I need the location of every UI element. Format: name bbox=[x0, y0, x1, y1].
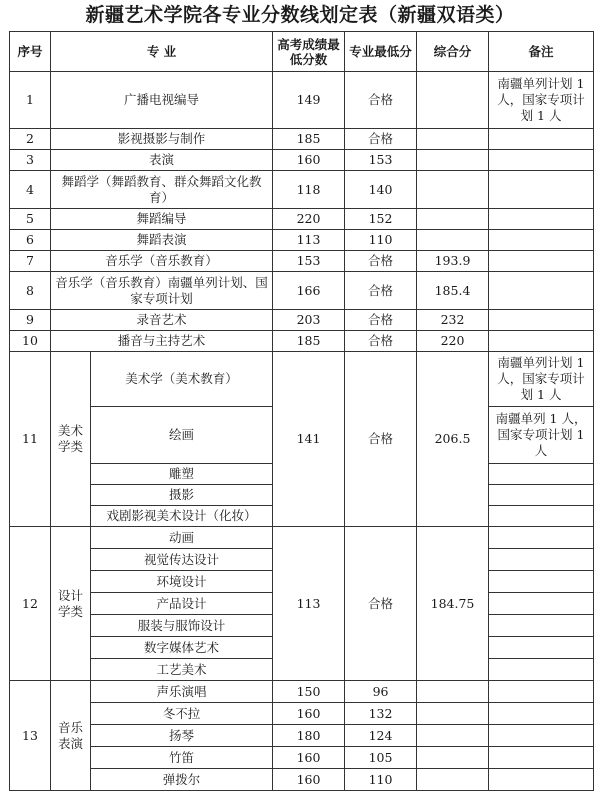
major-cell: 视觉传达设计 bbox=[91, 549, 273, 571]
note-cell bbox=[489, 129, 594, 150]
note-cell bbox=[489, 681, 594, 703]
note-cell bbox=[489, 464, 594, 485]
pro-cell: 合格 bbox=[345, 72, 417, 129]
table-row bbox=[10, 150, 594, 171]
total-cell: 206.5 bbox=[417, 352, 489, 527]
note-cell: 南疆单列计划 1 人，国家专项计划 1 人 bbox=[489, 352, 594, 407]
total-cell bbox=[417, 230, 489, 251]
note-cell bbox=[489, 331, 594, 352]
note-cell: 南疆单列 1 人，国家专项计划 1 人 bbox=[489, 407, 594, 464]
major-cell: 音乐学（音乐教育）南疆单列计划、国家专项计划 bbox=[51, 272, 273, 310]
seq-cell: 10 bbox=[10, 331, 51, 352]
total-cell bbox=[417, 703, 489, 725]
category-cell: 美术学类 bbox=[51, 352, 91, 527]
pro-cell: 105 bbox=[345, 747, 417, 769]
seq-cell: 4 bbox=[10, 171, 51, 209]
major-cell: 数字媒体艺术 bbox=[91, 637, 273, 659]
category-cell: 设计学类 bbox=[51, 527, 91, 681]
total-cell bbox=[417, 72, 489, 129]
table-row bbox=[10, 331, 594, 352]
pro-cell: 110 bbox=[345, 230, 417, 251]
total-cell bbox=[417, 769, 489, 791]
seq-cell: 5 bbox=[10, 209, 51, 230]
seq-cell: 8 bbox=[10, 272, 51, 310]
table-row bbox=[10, 310, 594, 331]
page-title: 新疆艺术学院各专业分数线划定表（新疆双语类） bbox=[85, 4, 515, 26]
major-cell: 表演 bbox=[51, 150, 273, 171]
major-cell: 广播电视编导 bbox=[51, 72, 273, 129]
seq-cell: 3 bbox=[10, 150, 51, 171]
gaokao-cell: 180 bbox=[273, 725, 345, 747]
major-cell: 扬琴 bbox=[91, 725, 273, 747]
major-cell: 播音与主持艺术 bbox=[51, 331, 273, 352]
total-cell bbox=[417, 171, 489, 209]
table-row bbox=[10, 171, 594, 209]
gaokao-cell: 160 bbox=[273, 769, 345, 791]
gaokao-cell: 149 bbox=[273, 72, 345, 129]
note-cell bbox=[489, 769, 594, 791]
table-row bbox=[10, 527, 594, 549]
pro-cell: 132 bbox=[345, 703, 417, 725]
pro-cell: 合格 bbox=[345, 272, 417, 310]
total-cell: 193.9 bbox=[417, 251, 489, 272]
note-cell bbox=[489, 171, 594, 209]
note-cell bbox=[489, 506, 594, 527]
seq-cell: 12 bbox=[10, 527, 51, 681]
gaokao-cell: 220 bbox=[273, 209, 345, 230]
major-cell: 环境设计 bbox=[91, 571, 273, 593]
pro-cell: 124 bbox=[345, 725, 417, 747]
major-cell: 工艺美术 bbox=[91, 659, 273, 681]
note-cell bbox=[489, 659, 594, 681]
gaokao-cell: 185 bbox=[273, 331, 345, 352]
header-gaokao: 高考成绩最低分数 bbox=[273, 32, 345, 72]
major-cell: 冬不拉 bbox=[91, 703, 273, 725]
major-cell: 声乐演唱 bbox=[91, 681, 273, 703]
seq-cell: 11 bbox=[10, 352, 51, 527]
note-cell bbox=[489, 230, 594, 251]
pro-cell: 合格 bbox=[345, 129, 417, 150]
total-cell bbox=[417, 129, 489, 150]
gaokao-cell: 153 bbox=[273, 251, 345, 272]
gaokao-cell: 118 bbox=[273, 171, 345, 209]
pro-cell: 合格 bbox=[345, 310, 417, 331]
table-row bbox=[10, 681, 594, 703]
gaokao-cell: 160 bbox=[273, 703, 345, 725]
header-note: 备注 bbox=[489, 32, 594, 72]
table-row bbox=[10, 209, 594, 230]
gaokao-cell: 166 bbox=[273, 272, 345, 310]
note-cell bbox=[489, 549, 594, 571]
major-cell: 服装与服饰设计 bbox=[91, 615, 273, 637]
note-cell bbox=[489, 272, 594, 310]
major-cell: 竹笛 bbox=[91, 747, 273, 769]
gaokao-cell: 203 bbox=[273, 310, 345, 331]
major-cell: 绘画 bbox=[91, 407, 273, 464]
gaokao-cell: 185 bbox=[273, 129, 345, 150]
category-cell: 音乐表演 bbox=[51, 681, 91, 791]
score-table bbox=[9, 31, 594, 791]
table-row bbox=[10, 272, 594, 310]
major-cell: 弹拨尔 bbox=[91, 769, 273, 791]
seq-cell: 1 bbox=[10, 72, 51, 129]
seq-cell: 7 bbox=[10, 251, 51, 272]
table-row bbox=[10, 703, 594, 725]
seq-cell: 6 bbox=[10, 230, 51, 251]
pro-cell: 140 bbox=[345, 171, 417, 209]
pro-cell: 110 bbox=[345, 769, 417, 791]
pro-cell: 合格 bbox=[345, 331, 417, 352]
note-cell bbox=[489, 725, 594, 747]
major-cell: 摄影 bbox=[91, 485, 273, 506]
pro-cell: 152 bbox=[345, 209, 417, 230]
major-cell: 舞蹈编导 bbox=[51, 209, 273, 230]
major-cell: 舞蹈表演 bbox=[51, 230, 273, 251]
header-total: 综合分 bbox=[417, 32, 489, 72]
header-seq: 序号 bbox=[10, 32, 51, 72]
note-cell bbox=[489, 251, 594, 272]
note-cell bbox=[489, 593, 594, 615]
seq-cell: 13 bbox=[10, 681, 51, 791]
major-cell: 雕塑 bbox=[91, 464, 273, 485]
gaokao-cell: 113 bbox=[273, 230, 345, 251]
note-cell bbox=[489, 150, 594, 171]
table-row bbox=[10, 352, 594, 407]
total-cell: 185.4 bbox=[417, 272, 489, 310]
major-cell: 产品设计 bbox=[91, 593, 273, 615]
table-row bbox=[10, 129, 594, 150]
major-cell: 影视摄影与制作 bbox=[51, 129, 273, 150]
gaokao-cell: 160 bbox=[273, 150, 345, 171]
table-row bbox=[10, 769, 594, 791]
major-cell: 动画 bbox=[91, 527, 273, 549]
pro-cell: 合格 bbox=[345, 527, 417, 681]
note-cell bbox=[489, 637, 594, 659]
major-cell: 戏剧影视美术设计（化妆） bbox=[91, 506, 273, 527]
table-row bbox=[10, 747, 594, 769]
pro-cell: 合格 bbox=[345, 251, 417, 272]
gaokao-cell: 150 bbox=[273, 681, 345, 703]
major-cell: 音乐学（音乐教育） bbox=[51, 251, 273, 272]
major-cell: 舞蹈学（舞蹈教育、群众舞蹈文化教育） bbox=[51, 171, 273, 209]
total-cell: 232 bbox=[417, 310, 489, 331]
header-pro: 专业最低分 bbox=[345, 32, 417, 72]
total-cell: 220 bbox=[417, 331, 489, 352]
note-cell bbox=[489, 615, 594, 637]
pro-cell: 96 bbox=[345, 681, 417, 703]
gaokao-cell: 113 bbox=[273, 527, 345, 681]
note-cell bbox=[489, 209, 594, 230]
pro-cell: 合格 bbox=[345, 352, 417, 527]
gaokao-cell: 160 bbox=[273, 747, 345, 769]
table-row bbox=[10, 725, 594, 747]
seq-cell: 9 bbox=[10, 310, 51, 331]
note-cell bbox=[489, 527, 594, 549]
note-cell: 南疆单列计划 1 人，国家专项计划 1 人 bbox=[489, 72, 594, 129]
table-row bbox=[10, 251, 594, 272]
note-cell bbox=[489, 310, 594, 331]
table-row bbox=[10, 230, 594, 251]
total-cell bbox=[417, 150, 489, 171]
note-cell bbox=[489, 485, 594, 506]
note-cell bbox=[489, 747, 594, 769]
total-cell bbox=[417, 209, 489, 230]
major-cell: 美术学（美术教育） bbox=[91, 352, 273, 407]
pro-cell: 153 bbox=[345, 150, 417, 171]
total-cell bbox=[417, 725, 489, 747]
total-cell bbox=[417, 681, 489, 703]
seq-cell: 2 bbox=[10, 129, 51, 150]
total-cell: 184.75 bbox=[417, 527, 489, 681]
header-major: 专 业 bbox=[51, 32, 273, 72]
note-cell bbox=[489, 571, 594, 593]
note-cell bbox=[489, 703, 594, 725]
table-row bbox=[10, 72, 594, 129]
gaokao-cell: 141 bbox=[273, 352, 345, 527]
total-cell bbox=[417, 747, 489, 769]
header-row bbox=[10, 32, 594, 72]
major-cell: 录音艺术 bbox=[51, 310, 273, 331]
